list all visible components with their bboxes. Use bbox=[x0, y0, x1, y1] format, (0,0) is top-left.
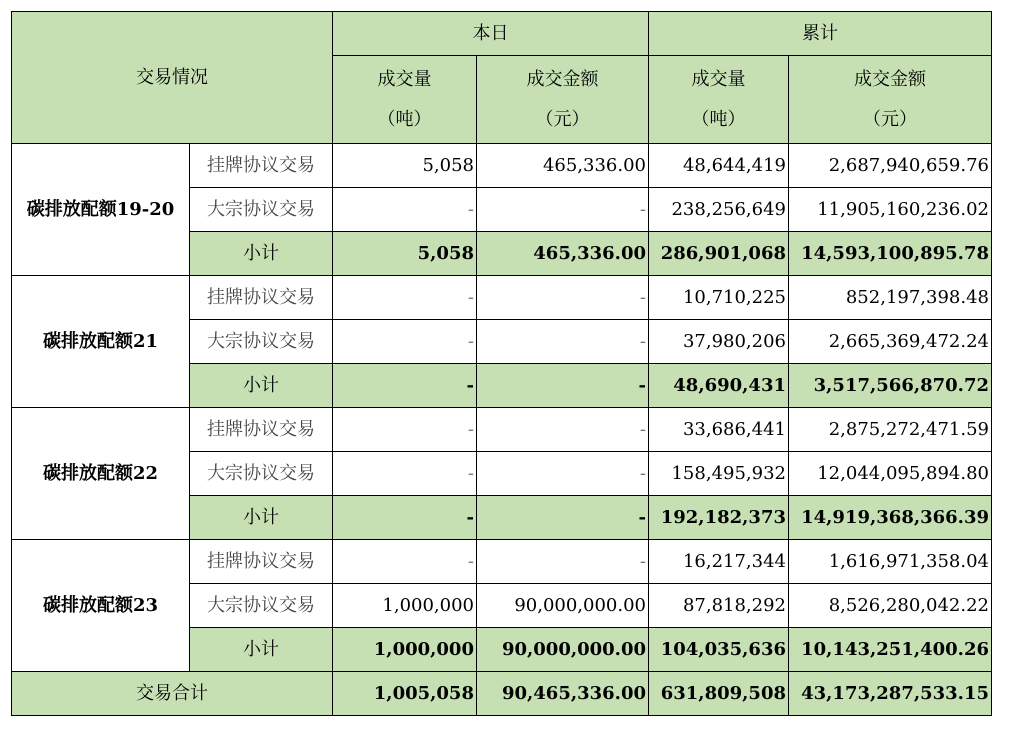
trade-type: 小计 bbox=[190, 628, 333, 672]
header-today-volume bbox=[333, 56, 477, 144]
header-today: 本日 bbox=[333, 12, 649, 56]
trade-type: 挂牌协议交易 bbox=[190, 144, 333, 188]
day-volume: 5,058 bbox=[333, 144, 477, 188]
day-amount: 90,000,000.00 bbox=[477, 628, 649, 672]
day-volume: - bbox=[333, 320, 477, 364]
cum-volume: 286,901,068 bbox=[649, 232, 789, 276]
day-amount: - bbox=[477, 452, 649, 496]
header-cum-volume-unit: （吨） bbox=[691, 108, 746, 130]
header-today-amount-title: 成交金额 bbox=[526, 68, 599, 90]
header-cumulative: 累计 bbox=[649, 12, 992, 56]
day-amount: - bbox=[477, 188, 649, 232]
header-cum-volume bbox=[649, 56, 789, 144]
day-volume: 1,000,000 bbox=[333, 628, 477, 672]
header-today-amount bbox=[477, 56, 649, 144]
total-label: 交易合计 bbox=[12, 672, 333, 716]
trading-summary-table bbox=[11, 11, 992, 716]
cum-volume: 37,980,206 bbox=[649, 320, 789, 364]
total-day-amount: 90,465,336.00 bbox=[477, 672, 649, 716]
cum-amount: 2,665,369,472.24 bbox=[789, 320, 992, 364]
header-today-volume-title: 成交量 bbox=[377, 68, 432, 90]
cum-volume: 87,818,292 bbox=[649, 584, 789, 628]
total-day-volume: 1,005,058 bbox=[333, 672, 477, 716]
header-cum-amount-unit: （元） bbox=[863, 108, 917, 130]
cum-amount: 2,875,272,471.59 bbox=[789, 408, 992, 452]
day-amount: 465,336.00 bbox=[477, 232, 649, 276]
table-row bbox=[12, 276, 992, 320]
cum-volume: 10,710,225 bbox=[649, 276, 789, 320]
day-amount: - bbox=[477, 496, 649, 540]
trade-type: 挂牌协议交易 bbox=[190, 408, 333, 452]
header-cum-amount-title: 成交金额 bbox=[854, 68, 926, 90]
cum-amount: 11,905,160,236.02 bbox=[789, 188, 992, 232]
total-cum-volume: 631,809,508 bbox=[649, 672, 789, 716]
header-cum-amount bbox=[789, 56, 992, 144]
day-volume: - bbox=[333, 408, 477, 452]
cum-volume: 238,256,649 bbox=[649, 188, 789, 232]
trade-type: 小计 bbox=[190, 496, 333, 540]
trade-type: 挂牌协议交易 bbox=[190, 276, 333, 320]
day-amount: - bbox=[477, 364, 649, 408]
cum-volume: 33,686,441 bbox=[649, 408, 789, 452]
day-volume: - bbox=[333, 452, 477, 496]
trade-type: 大宗协议交易 bbox=[190, 320, 333, 364]
day-amount: - bbox=[477, 540, 649, 584]
day-amount: 90,000,000.00 bbox=[477, 584, 649, 628]
cum-amount: 3,517,566,870.72 bbox=[789, 364, 992, 408]
day-volume: - bbox=[333, 496, 477, 540]
day-volume: 1,000,000 bbox=[333, 584, 477, 628]
trade-type: 大宗协议交易 bbox=[190, 452, 333, 496]
group-name: 碳排放配额21 bbox=[12, 276, 190, 408]
group-name: 碳排放配额22 bbox=[12, 408, 190, 540]
trade-type: 小计 bbox=[190, 232, 333, 276]
table-row bbox=[12, 144, 992, 188]
cum-volume: 48,644,419 bbox=[649, 144, 789, 188]
cum-volume: 158,495,932 bbox=[649, 452, 789, 496]
header-today-volume-unit: （吨） bbox=[377, 108, 432, 130]
header-row-1 bbox=[12, 12, 992, 56]
day-volume: - bbox=[333, 276, 477, 320]
header-category: 交易情况 bbox=[12, 12, 333, 144]
day-volume: - bbox=[333, 364, 477, 408]
cum-amount: 8,526,280,042.22 bbox=[789, 584, 992, 628]
cum-amount: 10,143,251,400.26 bbox=[789, 628, 992, 672]
table-row bbox=[12, 408, 992, 452]
cum-amount: 14,593,100,895.78 bbox=[789, 232, 992, 276]
day-amount: - bbox=[477, 408, 649, 452]
cum-volume: 104,035,636 bbox=[649, 628, 789, 672]
total-cum-amount: 43,173,287,533.15 bbox=[789, 672, 992, 716]
cum-amount: 14,919,368,366.39 bbox=[789, 496, 992, 540]
total-row bbox=[12, 672, 992, 716]
day-amount: - bbox=[477, 276, 649, 320]
header-cum-volume-title: 成交量 bbox=[691, 68, 746, 90]
trade-type: 挂牌协议交易 bbox=[190, 540, 333, 584]
table-body bbox=[12, 12, 992, 716]
cum-amount: 2,687,940,659.76 bbox=[789, 144, 992, 188]
header-today-amount-unit: （元） bbox=[535, 108, 590, 130]
trade-type: 大宗协议交易 bbox=[190, 584, 333, 628]
table-row bbox=[12, 540, 992, 584]
cum-volume: 48,690,431 bbox=[649, 364, 789, 408]
day-amount: - bbox=[477, 320, 649, 364]
trade-type: 小计 bbox=[190, 364, 333, 408]
cum-volume: 16,217,344 bbox=[649, 540, 789, 584]
cum-amount: 1,616,971,358.04 bbox=[789, 540, 992, 584]
trade-type: 大宗协议交易 bbox=[190, 188, 333, 232]
cum-amount: 12,044,095,894.80 bbox=[789, 452, 992, 496]
cum-volume: 192,182,373 bbox=[649, 496, 789, 540]
day-volume: - bbox=[333, 188, 477, 232]
group-name: 碳排放配额23 bbox=[12, 540, 190, 672]
cum-amount: 852,197,398.48 bbox=[789, 276, 992, 320]
group-name: 碳排放配额19-20 bbox=[12, 144, 190, 276]
day-amount: 465,336.00 bbox=[477, 144, 649, 188]
day-volume: 5,058 bbox=[333, 232, 477, 276]
day-volume: - bbox=[333, 540, 477, 584]
